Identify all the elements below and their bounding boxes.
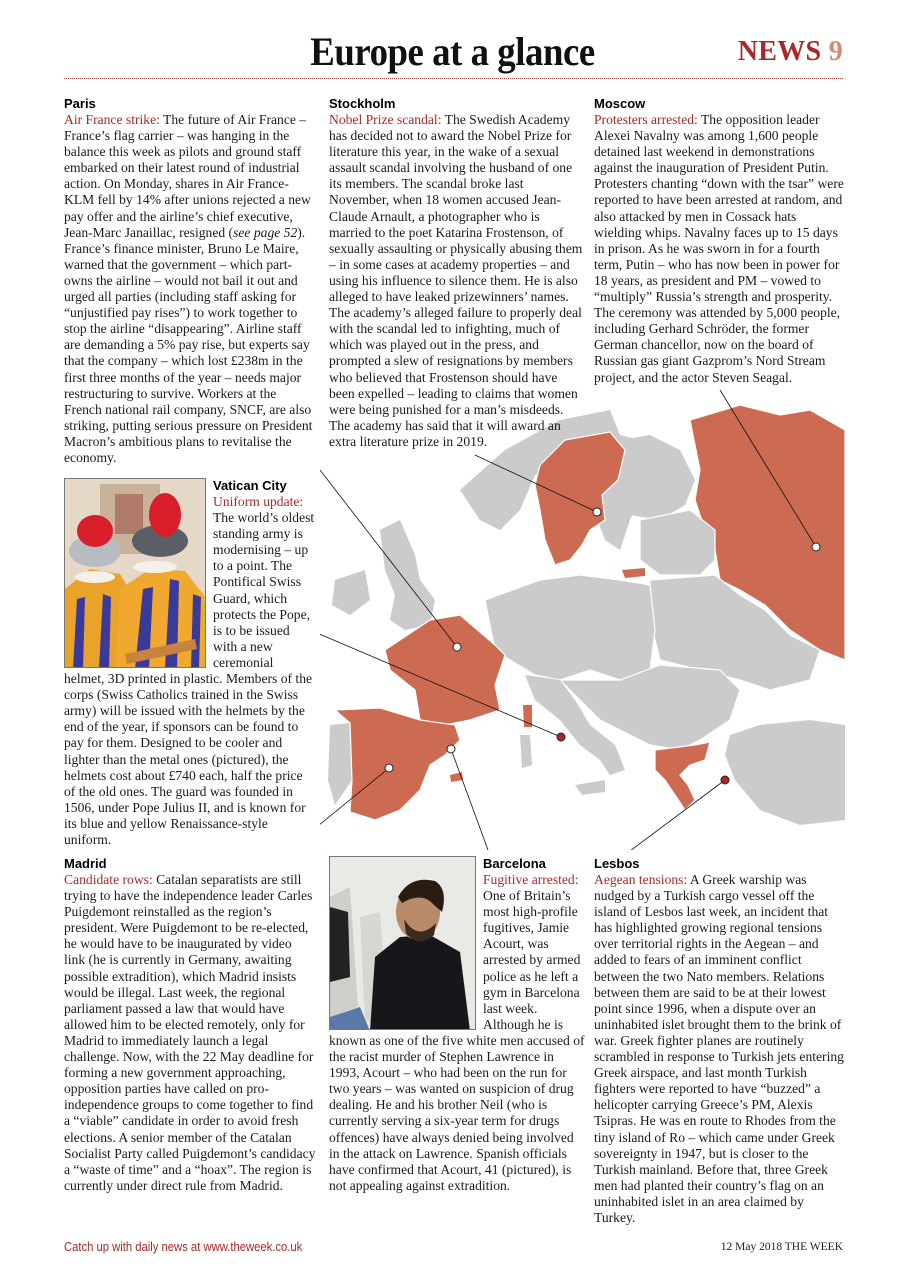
story-body: Air France strike: The future of Air France – France’s flag carrier – was hanging in the balance this week as pilots and ground staff embarked on their latest round of industrial action. On Monday, shares in Air France-KLM fell by 14% after unions rejected a new pay offer and the airline’s chief executive, Jean-Marc Janaillac, resigned (see page 52). France’s finance minister, Bruno Le Maire, warned that the government – which part-owns the airline – would not bail it out and urged all parties (including staff asking for “unjustified pay rises”) to work together to stop the airline “disappearing”. Airline staff are demanding a 5% pay rise, but experts say that the company – which lost £238m in the first three months of the year – needs major restructuring to survive. Workers at the French national rail company, SNCF, are also striking, putting serious pressure on President Macron’s ambitious plans to revitalise the economy.	[64, 112, 313, 465]
story-kicker: Aegean tensions:	[594, 872, 688, 887]
story-paris	[64, 96, 316, 466]
story-lesbos	[594, 856, 844, 1226]
marker-moscow	[812, 543, 820, 551]
story-barcelona	[329, 856, 585, 1194]
marker-lesbos	[721, 776, 729, 784]
story-kicker: Uniform update:	[213, 494, 304, 509]
map-land-uk	[380, 520, 435, 630]
story-body: Fugitive arrested: One of Britain’s most high-profile fugitives, Jamie Acourt, was arrested by armed police as he left a gym in Barcelona last week. Although he is known as one of the five white men accused of the racist murder of Stephen Lawrence in 1993, Acourt – who had been on the run for two years – was wanted on suspicion of drug dealing. He and his brother Neil (who is currently serving a six-year term for drugs offences) have always denied being involved in the attack on Lawrence. Spanish officials have confirmed that Acourt, 41 (pictured), is not appealing against extradition.	[329, 872, 585, 1193]
story-vatican	[64, 478, 316, 848]
map-land-ireland	[332, 570, 370, 615]
story-city: Lesbos	[594, 856, 640, 871]
marker-madrid	[385, 764, 393, 772]
story-city: Stockholm	[329, 96, 396, 111]
map-land-sardinia	[520, 735, 532, 768]
page-reference: see page 52	[233, 224, 298, 240]
header-divider	[64, 78, 843, 79]
map-land-central-europe	[485, 575, 655, 680]
story-city: Vatican City	[213, 478, 287, 493]
marker-paris	[453, 643, 461, 651]
footer-date-publication: 12 May 2018 THE WEEK	[720, 1241, 843, 1253]
story-stockholm	[329, 96, 585, 450]
footer-website-link[interactable]: Catch up with daily news at www.theweek.co.uk	[64, 1240, 303, 1254]
marker-stockholm	[593, 508, 601, 516]
map-country-spain	[335, 708, 460, 820]
story-city: Madrid	[64, 856, 107, 871]
acourt-photo	[329, 856, 476, 1030]
story-body: Uniform update: The world’s oldest standing army is modernising – up to a point. The Pontifical Swiss Guard, which protects the Pope, is to be issued with a new ceremonial helmet, 3D printed in plastic. Members of the corps (Swiss Catholics trained in the Swiss army) will be issued with the helmets by the end of the year, if sponsors can be found to pay for them. Designed to be cooler and lighter than the metal ones (pictured), the helmets cost about £740 each, half the price of the old ones. The guard was founded in 1506, under Pope Julius II, and is known for its blue and yellow Renaissance-style uniform.	[64, 494, 315, 847]
map-russia-kaliningrad	[622, 568, 645, 578]
story-city: Moscow	[594, 96, 646, 111]
swiss-guard-photo	[64, 478, 206, 668]
story-moscow	[594, 96, 844, 386]
map-country-greece	[655, 742, 710, 810]
story-city: Barcelona	[483, 856, 546, 871]
story-kicker: Air France strike:	[64, 112, 160, 127]
story-kicker: Candidate rows:	[64, 872, 153, 887]
europe-map	[320, 380, 845, 850]
story-city: Paris	[64, 96, 96, 111]
story-body: Candidate rows: Catalan separatists are still trying to have the independence leader Carles Puigdemont reinstalled as the region’s president. Were Puigdemont to be re-elected, he would have to be inaugurated by video link (he is currently in Germany, awaiting possible extradition), which Madrid insists would be illegal. Last week, the regional parliament passed a law that would have allowed him to be elected remotely, only for Madrid to immediately launch a legal challenge. Now, with the 22 May deadline for forming a new government approaching, opposition parties have called on pro-independence groups to come together to find a “viable” candidate in order to avoid fresh elections. A senior member of the Catalan Socialist Party called Puigdemont’s candidacy a “waste of time” and a “hoax”. The region is currently under direct rule from Madrid.	[64, 872, 316, 1193]
map-land-portugal	[328, 723, 352, 805]
story-body: Aegean tensions: A Greek warship was nudged by a Turkish cargo vessel off the island of Lesbos last week, an incident that has highlighted growing regional tensions over territorial rights in the Aegean – and added to fears of an imminent conflict between the two Nato members. Relations between them are said to be at their lowest point since 1996, when a dispute over an uninhabited islet brought them to the brink of war. Greek fighter planes are routinely scrambled in response to Turkish jets entering Greek airspace, and last month Turkish fighters were reported to have “buzzed” a helicopter carrying Greece’s PM, Alexis Tsipras. He was en route to Rhodes from the tiny island of Ro – which came under Greek sovereignty in 1947, but is closer to the Turkish mainland. Before that, three Greek men had planted their country’s flag on an uninhabited islet in an area claimed by Turkey.	[594, 872, 844, 1225]
story-kicker: Protesters arrested:	[594, 112, 698, 127]
map-land-sicily	[575, 780, 605, 795]
map-land-turkey	[725, 720, 845, 825]
section-label	[738, 36, 843, 68]
marker-vatican	[557, 733, 565, 741]
story-madrid	[64, 856, 316, 1194]
marker-barcelona	[447, 745, 455, 753]
story-body: Protesters arrested: The opposition leader Alexei Navalny was among 1,600 people detained last weekend in demonstrations against the inauguration of President Putin. Protesters chanting “down with the tsar” were reported to have been arrested at random, and also attacked by men in Cossack hats wielding whips. Navalny faces up to 15 days in prison. As he was sworn in for a fourth term, Putin – who has now been in power for 18 years, as president and PM – vowed to “multiply” Russia’s strength and prosperity. The ceremony was attended by 5,000 people, including Gerhard Schröder, the former German chancellor, now on the board of Russian gas giant Gazprom’s Nord Stream project, and the actor Steven Seagal.	[594, 112, 844, 385]
story-kicker: Nobel Prize scandal:	[329, 112, 442, 127]
story-body: Nobel Prize scandal: The Swedish Academy has decided not to award the Nobel Prize for literature this year, in the wake of a sexual assault scandal involving the husband of one its members. The scandal broke last November, when 18 women accused Jean-Claude Arnault, a photographer who is married to the poet Katarina Frostenson, of sexually assaulting or physically abusing them – in some cases at academy properties – and using his influence to silence them. He is also alleged to have leaked prizewinners’ names. The academy’s alleged failure to properly deal with the scandal led to infighting, much of which was played out in the press, and prompted a slew of resignations by members who believed that Frostenson should have been expelled – leading to claims that women were being punished for a man’s misdeeds. The academy has said that it will award an extra literature prize in 2019.	[329, 112, 583, 449]
section-name: NEWS	[737, 36, 822, 67]
story-kicker: Fugitive arrested:	[483, 872, 579, 887]
page-title: Europe at a glance	[310, 29, 595, 74]
map-land-finland	[620, 435, 695, 520]
page-number: 9	[828, 36, 843, 67]
